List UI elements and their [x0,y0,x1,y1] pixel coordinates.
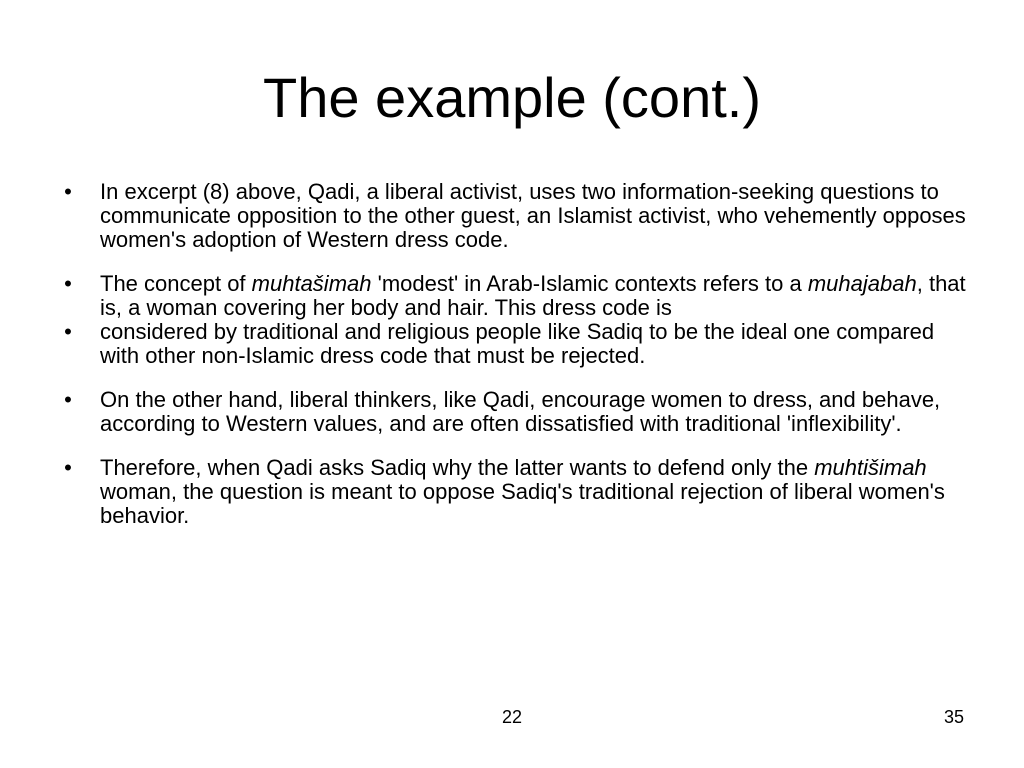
term-muhtasimah: muhtašimah [251,271,372,296]
bullet-text [100,271,966,320]
bullet-marker: • [64,319,72,344]
bullet-item-excerpt [58,180,978,252]
bullet-text-segment: Therefore, when Qadi asks Sadiq why the latter wants to defend only the [100,455,815,480]
bullet-item-liberal [58,388,978,436]
bullet-text-segment: woman, the question is meant to oppose Sadiq's traditional rejection of liberal women's behavior. [100,479,945,528]
bullet-item-therefore [58,456,978,528]
bullet-marker: • [64,387,72,412]
term-muhtisimah: muhtišimah [814,455,927,480]
bullet-text: considered by traditional and religious people like Sadiq to be the ideal one compared with other non-Islamic dress code that must be rejected. [100,319,935,368]
term-muhajabah: muhajabah [807,271,917,296]
bullet-marker: • [64,179,72,204]
slide-title: The example (cont.) [263,66,761,129]
total-slides-number: 35 [943,707,964,727]
bullet-text [100,455,945,528]
bullet-list [58,180,978,528]
bullet-text-segment: The concept of [100,271,252,296]
bullet-text-segment: 'modest' in Arab-Islamic contexts refers to a [371,271,808,296]
bullet-marker: • [64,271,72,296]
bullet-item-concept [58,272,978,320]
bullet-text: On the other hand, liberal thinkers, like Qadi, encourage women to dress, and behave, according to Western values, and are often dissatisfied with traditional 'inflexibility'. [100,387,941,436]
bullet-item-traditional [58,320,978,368]
bullet-marker: • [64,455,72,480]
bullet-text: In excerpt (8) above, Qadi, a liberal activist, uses two information-seeking questions to communicate opposition to the other guest, an Islamist activist, who vehemently opposes women's adoption of Western dress code. [100,179,966,252]
slide-number: 22 [501,707,523,727]
bullet-text-segment: , that is, a woman covering her body and hair. This dress code is [100,271,966,320]
